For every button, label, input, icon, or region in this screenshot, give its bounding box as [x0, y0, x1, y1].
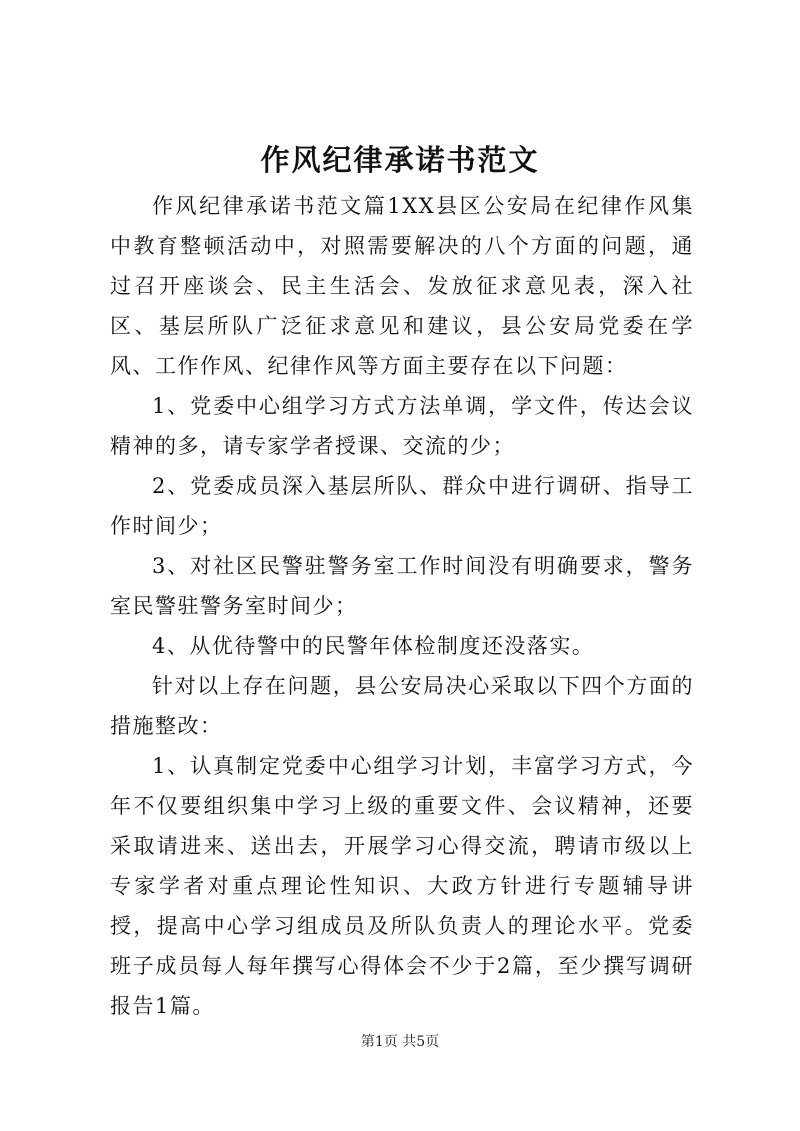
paragraph-issue-1: 1、党委中心组学习方式方法单调，学文件，传达会议精神的多，请专家学者授课、交流的少； [110, 394, 694, 458]
document-body [110, 186, 694, 1026]
paragraph-measures-intro: 针对以上存在问题，县公安局决心采取以下四个方面的措施整改： [110, 674, 694, 738]
paragraph-issue-4: 4、从优待警中的民警年体检制度还没落实。 [152, 634, 595, 658]
document-title: 作风纪律承诺书范文 [260, 143, 540, 177]
paragraph-measure-1: 1、认真制定党委中心组学习计划，丰富学习方式，今年不仅要组织集中学习上级的重要文件、会议精神，还要采取请进来、送出去，开展学习心得交流，聘请市级以上专家学者对重点理论性知识、大政方针进行专题辅导讲授，提高中心学习组成员及所队负责人的理论水平。党委班子成员每人每年撰写心得体会不少于2篇，至少撰写调研报告1篇。 [110, 754, 694, 1018]
page-indicator: 第1页 共5页 [360, 1034, 440, 1050]
paragraph-intro: 作风纪律承诺书范文篇1XX县区公安局在纪律作风集中教育整顿活动中，对照需要解决的八个方面的问题，通过召开座谈会、民主生活会、发放征求意见表，深入社区、基层所队广泛征求意见和建议，县公安局党委在学风、工作作风、纪律作风等方面主要存在以下问题： [110, 194, 694, 378]
paragraph-issue-2: 2、党委成员深入基层所队、群众中进行调研、指导工作时间少； [110, 474, 694, 538]
paragraph-issue-3: 3、对社区民警驻警务室工作时间没有明确要求，警务室民警驻警务室时间少； [110, 554, 694, 618]
